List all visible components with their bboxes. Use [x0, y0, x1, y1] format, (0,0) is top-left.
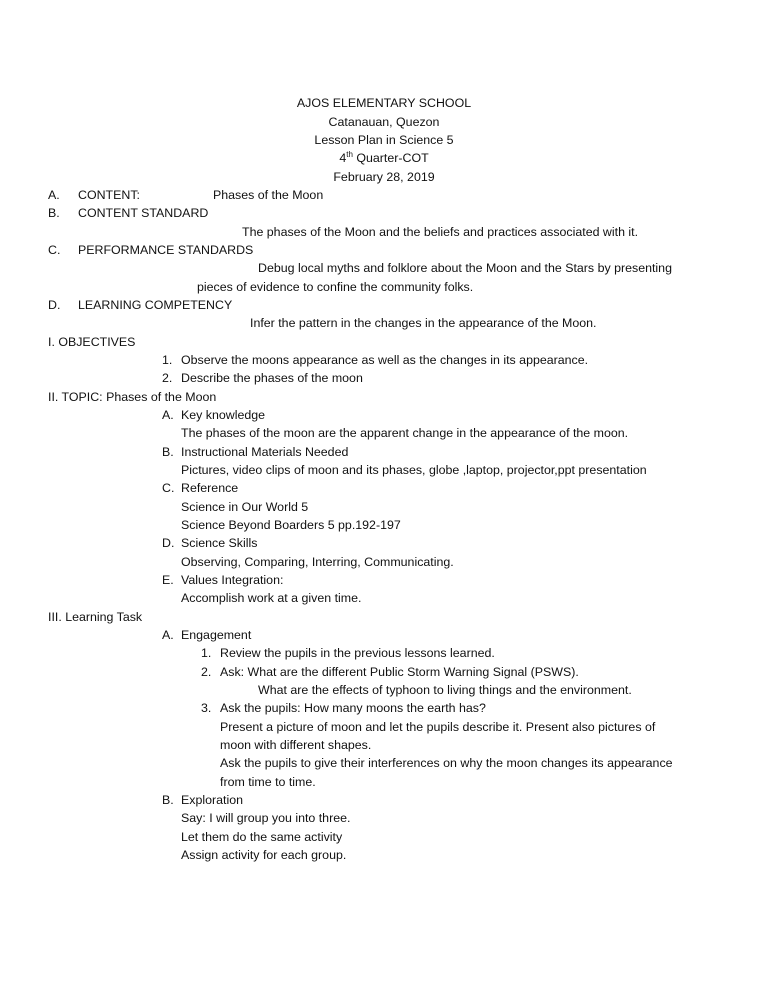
engagement-step-text: Ask the pupils to give their interferences on why the moon changes its appearance — [220, 756, 673, 770]
objective-item: Observe the moons appearance as well as the changes in its appearance. — [181, 353, 589, 367]
section-marker: B. — [48, 206, 60, 220]
section-marker: A. — [48, 188, 60, 202]
engagement-step-text: moon with different shapes. — [220, 738, 372, 752]
section-marker: D. — [48, 298, 61, 312]
school-name: AJOS ELEMENTARY SCHOOL — [296, 96, 472, 110]
topic-item-text: The phases of the moon are the apparent change in the appearance of the moon. — [181, 426, 629, 440]
topic-item-label: Instructional Materials Needed — [181, 445, 349, 459]
objectives-heading: I. OBJECTIVES — [48, 335, 136, 349]
content-standard-label: CONTENT STANDARD — [78, 206, 209, 220]
engagement-label: Engagement — [181, 628, 252, 642]
school-location: Catanauan, Quezon — [328, 115, 440, 129]
quarter-label: Quarter-COT — [352, 151, 429, 165]
objective-item: Describe the phases of the moon — [181, 371, 363, 385]
topic-item-text: Accomplish work at a given time. — [181, 591, 362, 605]
list-marker: E. — [162, 573, 174, 587]
topic-item-text: Science Beyond Boarders 5 pp.192-197 — [181, 518, 401, 532]
list-number: 1. — [201, 646, 212, 660]
section-marker: C. — [48, 243, 61, 257]
topic-item-text: Science in Our World 5 — [181, 500, 309, 514]
quarter — [0, 149, 768, 167]
exploration-text: Let them do the same activity — [181, 830, 343, 844]
document-title: Lesson Plan in Science 5 — [314, 133, 454, 147]
list-marker: B. — [162, 445, 174, 459]
content-label: CONTENT: — [78, 188, 140, 202]
exploration-text: Say: I will group you into three. — [181, 811, 351, 825]
engagement-step-text: from time to time. — [220, 775, 316, 789]
performance-standards-text: Debug local myths and folklore about the Moon and the Stars by presenting — [258, 261, 672, 275]
list-number: 2. — [162, 371, 173, 385]
topic-item-label: Science Skills — [181, 536, 258, 550]
performance-standards-label: PERFORMANCE STANDARDS — [78, 243, 254, 257]
learning-competency-label: LEARNING COMPETENCY — [78, 298, 233, 312]
topic-item-text: Pictures, video clips of moon and its phases, globe ,laptop, projector,ppt presentation — [181, 463, 647, 477]
list-marker: A. — [162, 408, 174, 422]
topic-item-text: Observing, Comparing, Interring, Communicating. — [181, 555, 454, 569]
exploration-text: Assign activity for each group. — [181, 848, 347, 862]
list-marker: B. — [162, 793, 174, 807]
quarter-suffix: th — [346, 150, 353, 159]
quarter-number: 4 — [339, 151, 347, 165]
content-standard-text: The phases of the Moon and the beliefs and practices associated with it. — [242, 225, 639, 239]
list-number: 3. — [201, 701, 212, 715]
list-number: 2. — [201, 665, 212, 679]
list-marker: C. — [162, 481, 175, 495]
learning-task-heading: III. Learning Task — [48, 610, 143, 624]
engagement-step: Ask the pupils: How many moons the earth has? — [220, 701, 486, 715]
list-number: 1. — [162, 353, 173, 367]
engagement-step: Review the pupils in the previous lessons learned. — [220, 646, 495, 660]
topic-item-label: Reference — [181, 481, 239, 495]
topic-item-label: Key knowledge — [181, 408, 266, 422]
list-marker: A. — [162, 628, 174, 642]
learning-competency-text: Infer the pattern in the changes in the appearance of the Moon. — [250, 316, 597, 330]
content-value: Phases of the Moon — [213, 188, 324, 202]
lesson-date: February 28, 2019 — [333, 170, 435, 184]
exploration-label: Exploration — [181, 793, 243, 807]
engagement-step: Ask: What are the different Public Storm Warning Signal (PSWS). — [220, 665, 579, 679]
topic-item-label: Values Integration: — [181, 573, 284, 587]
performance-standards-text: pieces of evidence to confine the community folks. — [197, 280, 474, 294]
engagement-step-sub: What are the effects of typhoon to living things and the environment. — [258, 683, 632, 697]
engagement-step-text: Present a picture of moon and let the pupils describe it. Present also pictures of — [220, 720, 656, 734]
topic-heading: II. TOPIC: Phases of the Moon — [48, 390, 217, 404]
list-marker: D. — [162, 536, 175, 550]
